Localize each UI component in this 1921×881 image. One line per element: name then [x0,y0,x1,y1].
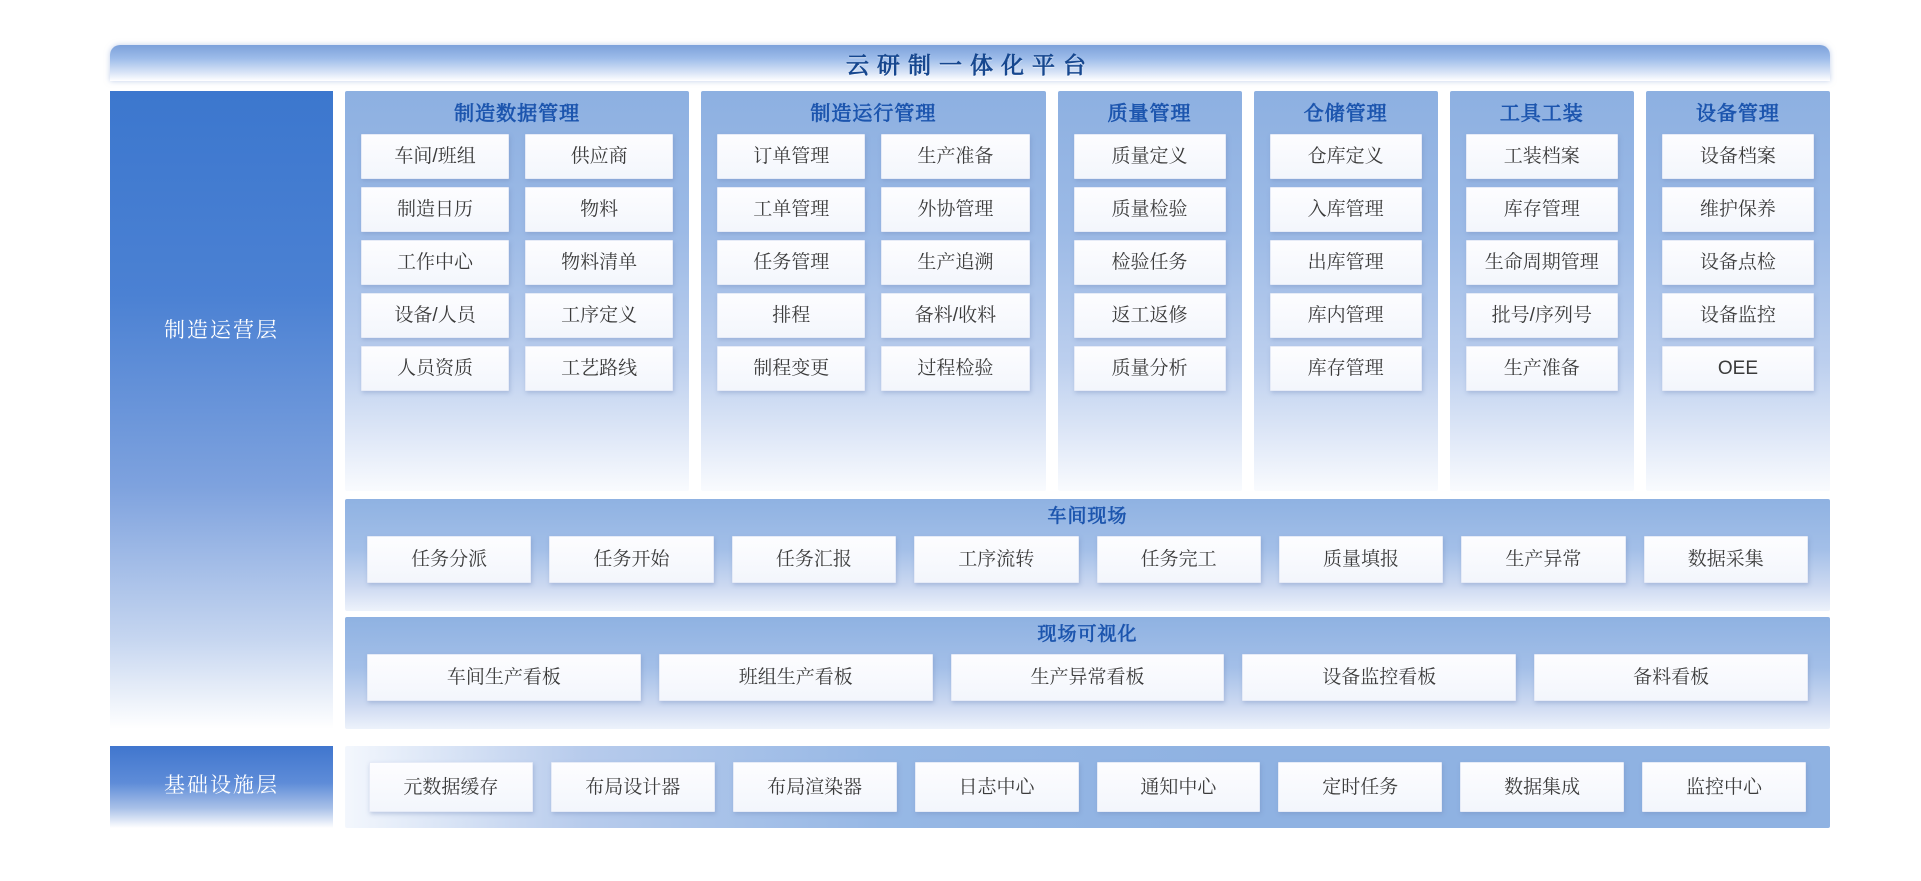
module-box: 生产准备 [1466,346,1618,391]
infrastructure-layer-row [110,746,1830,828]
module-box: 设备监控 [1662,293,1814,338]
module-box: 车间生产看板 [367,654,641,701]
infrastructure-items-panel [345,746,1830,828]
group-title: 质量管理 [1107,103,1192,125]
module-box: 库内管理 [1270,293,1422,338]
module-box: 生产准备 [881,134,1029,179]
group-items [1462,131,1622,391]
module-box: 备料看板 [1534,654,1808,701]
group-title: 仓储管理 [1303,103,1388,125]
module-box: 设备/人员 [361,293,509,338]
operations-layer-main [345,91,1830,729]
group-panel [701,91,1045,491]
group-title: 工具工装 [1499,103,1584,125]
module-box: 生产异常 [1461,536,1625,583]
module-box: 生产追溯 [881,240,1029,285]
module-box: 质量分析 [1074,346,1226,391]
module-box: 日志中心 [915,762,1079,812]
module-box: 质量检验 [1074,187,1226,232]
module-box: 制造日历 [361,187,509,232]
module-box: 元数据缓存 [369,762,533,812]
module-box: 工序流转 [914,536,1078,583]
module-box: 外协管理 [881,187,1029,232]
visualization-band-items [367,654,1808,701]
group-items [713,131,1033,391]
module-box: 备料/收料 [881,293,1029,338]
module-box: 定时任务 [1278,762,1442,812]
module-box: 设备档案 [1662,134,1814,179]
group-items [357,131,677,391]
group-panel [1254,91,1438,491]
group-panel [345,91,689,491]
module-box: 订单管理 [717,134,865,179]
module-box: 仓库定义 [1270,134,1422,179]
infrastructure-layer-sidebar [110,746,333,828]
module-box: 出库管理 [1270,240,1422,285]
module-box: 库存管理 [1270,346,1422,391]
module-box: 班组生产看板 [659,654,933,701]
module-box: 设备点检 [1662,240,1814,285]
group-title: 设备管理 [1695,103,1780,125]
group-items [1658,131,1818,391]
module-box: 质量填报 [1279,536,1443,583]
module-box: 车间/班组 [361,134,509,179]
module-box: 人员资质 [361,346,509,391]
module-box: 设备监控看板 [1242,654,1516,701]
module-box: 通知中心 [1097,762,1261,812]
module-box: 库存管理 [1466,187,1618,232]
module-box: 入库管理 [1270,187,1422,232]
shopfloor-band-title: 车间现场 [1047,506,1128,527]
visualization-band-title: 现场可视化 [1037,624,1138,645]
module-box: 监控中心 [1642,762,1806,812]
module-box: 工装档案 [1466,134,1618,179]
group-items [1266,131,1426,391]
visualization-band [345,617,1830,729]
operations-layer-row [110,91,1830,729]
module-box: 布局设计器 [551,762,715,812]
group-panel [1646,91,1830,491]
module-box: 批号/序列号 [1466,293,1618,338]
group-panel [1450,91,1634,491]
module-box: 排程 [717,293,865,338]
module-box: 任务完工 [1097,536,1261,583]
module-box: 物料清单 [525,240,673,285]
module-box: 工作中心 [361,240,509,285]
module-box: 布局渲染器 [733,762,897,812]
module-box: 任务管理 [717,240,865,285]
group-title: 制造数据管理 [454,103,581,125]
platform-title: 云研制一体化平台 [846,51,1094,78]
module-box: 任务汇报 [732,536,896,583]
group-title: 制造运行管理 [810,103,937,125]
module-box: 检验任务 [1074,240,1226,285]
module-box: 工序定义 [525,293,673,338]
module-box: 数据集成 [1460,762,1624,812]
module-box: 生命周期管理 [1466,240,1618,285]
module-box: 过程检验 [881,346,1029,391]
module-box: 维护保养 [1662,187,1814,232]
diagram-content [110,45,1830,828]
module-box: 物料 [525,187,673,232]
module-box: 任务开始 [549,536,713,583]
module-box: 数据采集 [1644,536,1808,583]
shopfloor-band-items [367,536,1808,583]
module-box: 质量定义 [1074,134,1226,179]
infrastructure-layer-label: 基础设施层 [164,774,279,797]
module-box: 供应商 [525,134,673,179]
module-box: 制程变更 [717,346,865,391]
operations-layer-label: 制造运营层 [164,319,279,343]
module-box: 工艺路线 [525,346,673,391]
module-box: 返工返修 [1074,293,1226,338]
group-panel [1058,91,1242,491]
module-box: 生产异常看板 [951,654,1225,701]
module-groups [345,91,1830,491]
platform-title-bar [110,45,1830,81]
group-items [1070,131,1230,391]
module-box: 任务分派 [367,536,531,583]
module-box: OEE [1662,346,1814,391]
shopfloor-band [345,499,1830,611]
module-box: 工单管理 [717,187,865,232]
operations-layer-sidebar [110,91,333,729]
